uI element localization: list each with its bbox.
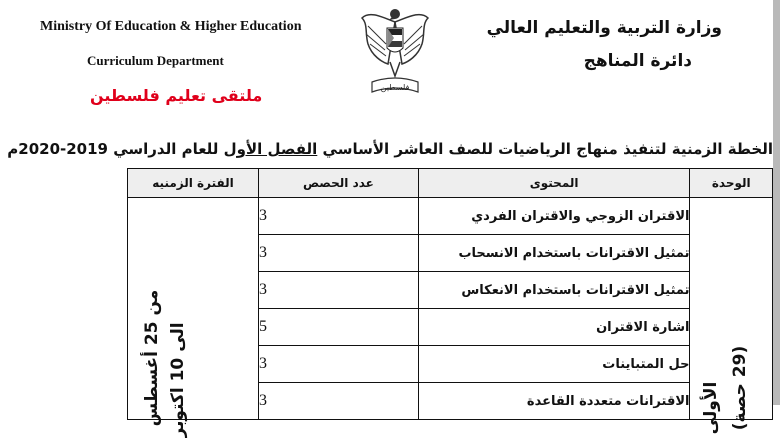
column-header-period: الفترة الزمنيه	[128, 169, 259, 198]
row-count: 3	[259, 346, 419, 383]
period-to: الى 10 اكتوبر	[168, 322, 188, 438]
plan-title	[7, 140, 773, 158]
unit-cell	[690, 198, 773, 435]
frame-edge	[773, 0, 780, 405]
emblem-caption: فلسطين	[380, 83, 410, 92]
row-content: اشارة الاقتران	[418, 309, 690, 346]
row-content: حل المتباينات	[418, 346, 690, 383]
row-count: 3	[259, 272, 419, 309]
forum-name: ملتقى تعليم فلسطين	[90, 86, 263, 105]
department-name-en: Curriculum Department	[87, 53, 224, 68]
period-from: من 25 أغسطس	[142, 289, 162, 427]
row-count: 3	[259, 383, 419, 420]
column-header-content: المحتوى	[418, 169, 690, 198]
table-header-row	[128, 169, 773, 198]
row-count: 5	[259, 309, 419, 346]
plan-title-prefix: الخطة الزمنية لتنفيذ منهاج الرياضيات للصف العاشر الأساسي	[322, 140, 773, 158]
row-content: تمثيل الاقترانات باستخدام الانسحاب	[418, 235, 690, 272]
ministry-name-en: Ministry Of Education & Higher Education	[40, 19, 302, 34]
plan-table	[127, 168, 773, 438]
row-count: 3	[259, 235, 419, 272]
table-row	[128, 198, 773, 235]
row-content: الاقتران الزوجي والاقتران الفردي	[418, 198, 690, 235]
column-header-unit: الوحدة	[690, 169, 773, 198]
row-content: تمثيل الاقترانات باستخدام الانعكاس	[418, 272, 690, 309]
unit-sessions: (29 حصة)	[730, 345, 751, 431]
period-cell	[128, 198, 259, 438]
row-content: الاقترانات متعددة القاعدة	[418, 383, 690, 420]
ministry-name-ar: وزارة التربية والتعليم العالي	[486, 18, 722, 38]
unit-name: الأولى	[701, 381, 722, 435]
column-header-count: عدد الحصص	[259, 169, 419, 198]
plan-title-suffix: للعام الدراسي 2019-2020م	[7, 140, 219, 158]
department-name-ar: دائرة المناهج	[583, 51, 692, 71]
row-count: 3	[259, 198, 419, 235]
plan-title-semester: الفصل الأول	[223, 140, 318, 158]
palestine-eagle-emblem-icon	[360, 4, 430, 100]
